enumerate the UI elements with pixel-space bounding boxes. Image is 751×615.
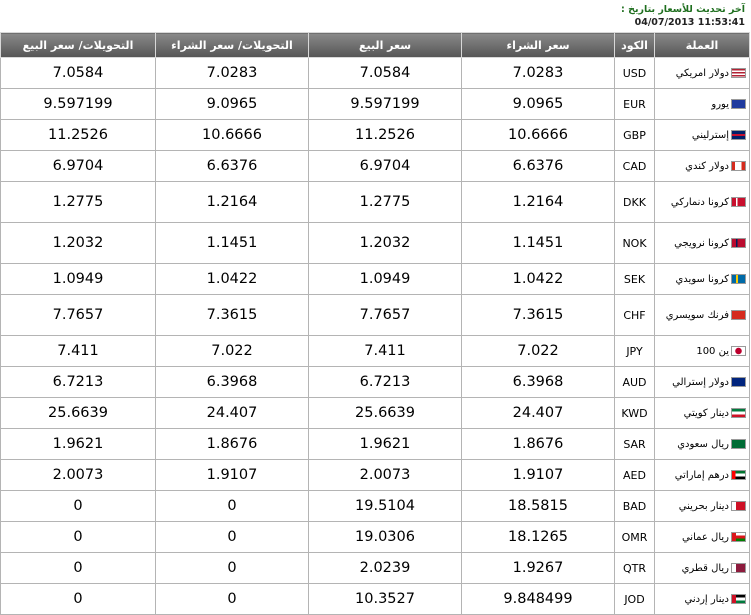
buy-rate: 1.0422 (462, 264, 615, 295)
currency-name: دينار بحريني (678, 500, 729, 512)
sell-rate: 19.5104 (309, 491, 462, 522)
kuwait-flag-icon (731, 408, 746, 418)
norway-flag-icon (731, 238, 746, 248)
currency-code: JOD (615, 584, 655, 615)
currency-cell (655, 120, 750, 151)
header-code: الكود (615, 33, 655, 58)
currency-name: درهم إماراتي (674, 469, 729, 481)
transfer-sell-rate: 2.0073 (1, 460, 156, 491)
buy-rate: 7.0283 (462, 58, 615, 89)
table-header-row (1, 33, 750, 58)
currency-cell (655, 89, 750, 120)
currency-code: DKK (615, 182, 655, 223)
currency-code: CAD (615, 151, 655, 182)
transfer-sell-rate: 7.411 (1, 336, 156, 367)
last-update-banner (5, 3, 745, 29)
transfer-buy-rate: 9.0965 (156, 89, 309, 120)
currency-name: إسترليني (691, 129, 729, 141)
currency-code: GBP (615, 120, 655, 151)
currency-cell (655, 182, 750, 223)
transfer-buy-rate: 1.0422 (156, 264, 309, 295)
buy-rate: 6.3968 (462, 367, 615, 398)
currency-cell (655, 264, 750, 295)
transfer-buy-rate: 1.1451 (156, 223, 309, 264)
last-update-timestamp: 11:53:41 04/07/2013 (634, 17, 745, 28)
transfer-sell-rate: 0 (1, 491, 156, 522)
currency-cell (655, 584, 750, 615)
denmark-flag-icon (731, 197, 746, 207)
currency-name: دولار إسترالي (672, 376, 729, 388)
sell-rate: 7.7657 (309, 295, 462, 336)
transfer-sell-rate: 1.0949 (1, 264, 156, 295)
currency-cell (655, 223, 750, 264)
sell-rate: 1.2032 (309, 223, 462, 264)
sell-rate: 7.0584 (309, 58, 462, 89)
sell-rate: 1.9621 (309, 429, 462, 460)
currency-code: JPY (615, 336, 655, 367)
header-currency: العملة (655, 33, 750, 58)
last-update-label: آخر تحديث للأسعار بتاريخ : (621, 4, 745, 15)
currency-name: دولار امريكي (675, 67, 729, 79)
sell-rate: 6.9704 (309, 151, 462, 182)
transfer-buy-rate: 0 (156, 584, 309, 615)
transfer-buy-rate: 7.0283 (156, 58, 309, 89)
table-row (1, 151, 750, 182)
table-row (1, 120, 750, 151)
bahrain-flag-icon (731, 501, 746, 511)
table-row (1, 584, 750, 615)
buy-rate: 9.0965 (462, 89, 615, 120)
table-row (1, 553, 750, 584)
transfer-sell-rate: 9.597199 (1, 89, 156, 120)
sell-rate: 11.2526 (309, 120, 462, 151)
sell-rate: 2.0073 (309, 460, 462, 491)
currency-name: دينار إردني (684, 593, 729, 605)
header-transfer-buy: التحويلات/ سعر الشراء (156, 33, 309, 58)
table-row (1, 336, 750, 367)
sell-rate: 9.597199 (309, 89, 462, 120)
currency-cell (655, 295, 750, 336)
table-row (1, 182, 750, 223)
sell-rate: 1.2775 (309, 182, 462, 223)
header-buy: سعر الشراء (462, 33, 615, 58)
sell-rate: 10.3527 (309, 584, 462, 615)
eu-flag-icon (731, 99, 746, 109)
currency-cell (655, 522, 750, 553)
header-sell: سعر البيع (309, 33, 462, 58)
currency-code: AED (615, 460, 655, 491)
buy-rate: 1.1451 (462, 223, 615, 264)
jordan-flag-icon (731, 594, 746, 604)
sell-rate: 1.0949 (309, 264, 462, 295)
australia-flag-icon (731, 377, 746, 387)
currency-cell (655, 336, 750, 367)
transfer-buy-rate: 6.6376 (156, 151, 309, 182)
transfer-sell-rate: 0 (1, 584, 156, 615)
buy-rate: 1.8676 (462, 429, 615, 460)
currency-name: ين 100 (696, 345, 729, 357)
currency-code: EUR (615, 89, 655, 120)
currency-name: ريال قطري (681, 562, 729, 574)
sell-rate: 25.6639 (309, 398, 462, 429)
currency-code: AUD (615, 367, 655, 398)
sell-rate: 6.7213 (309, 367, 462, 398)
currency-name: كرونا دنماركي (670, 196, 729, 208)
table-row (1, 295, 750, 336)
currency-code: KWD (615, 398, 655, 429)
exchange-rates-table (0, 32, 750, 615)
buy-rate: 24.407 (462, 398, 615, 429)
uk-flag-icon (731, 130, 746, 140)
buy-rate: 18.5815 (462, 491, 615, 522)
table-row (1, 398, 750, 429)
transfer-buy-rate: 7.022 (156, 336, 309, 367)
qatar-flag-icon (731, 563, 746, 573)
currency-code: USD (615, 58, 655, 89)
currency-cell (655, 553, 750, 584)
header-transfer-sell: التحويلات/ سعر البيع (1, 33, 156, 58)
currency-code: SAR (615, 429, 655, 460)
transfer-buy-rate: 10.6666 (156, 120, 309, 151)
currency-cell (655, 398, 750, 429)
currency-cell (655, 367, 750, 398)
transfer-buy-rate: 6.3968 (156, 367, 309, 398)
table-row (1, 522, 750, 553)
uae-flag-icon (731, 470, 746, 480)
currency-code: BAD (615, 491, 655, 522)
currency-name: كرونا سويدي (675, 273, 729, 285)
transfer-sell-rate: 7.0584 (1, 58, 156, 89)
table-row (1, 223, 750, 264)
transfer-sell-rate: 6.9704 (1, 151, 156, 182)
currency-code: NOK (615, 223, 655, 264)
transfer-buy-rate: 1.2164 (156, 182, 309, 223)
japan-flag-icon (731, 346, 746, 356)
buy-rate: 6.6376 (462, 151, 615, 182)
currency-cell (655, 429, 750, 460)
transfer-sell-rate: 7.7657 (1, 295, 156, 336)
currency-code: CHF (615, 295, 655, 336)
table-row (1, 460, 750, 491)
transfer-buy-rate: 0 (156, 553, 309, 584)
transfer-sell-rate: 0 (1, 522, 156, 553)
currency-cell (655, 460, 750, 491)
currency-code: QTR (615, 553, 655, 584)
currency-name: يورو (711, 98, 729, 110)
sell-rate: 2.0239 (309, 553, 462, 584)
transfer-buy-rate: 24.407 (156, 398, 309, 429)
buy-rate: 7.022 (462, 336, 615, 367)
saudi-flag-icon (731, 439, 746, 449)
transfer-sell-rate: 0 (1, 553, 156, 584)
transfer-sell-rate: 1.2032 (1, 223, 156, 264)
currency-cell (655, 491, 750, 522)
sell-rate: 7.411 (309, 336, 462, 367)
switzerland-flag-icon (731, 310, 746, 320)
buy-rate: 1.9107 (462, 460, 615, 491)
sell-rate: 19.0306 (309, 522, 462, 553)
transfer-buy-rate: 7.3615 (156, 295, 309, 336)
transfer-sell-rate: 25.6639 (1, 398, 156, 429)
currency-name: فرنك سويسري (665, 309, 729, 321)
table-row (1, 491, 750, 522)
canada-flag-icon (731, 161, 746, 171)
currency-name: ريال عماني (681, 531, 729, 543)
transfer-sell-rate: 6.7213 (1, 367, 156, 398)
buy-rate: 1.2164 (462, 182, 615, 223)
buy-rate: 1.9267 (462, 553, 615, 584)
table-row (1, 89, 750, 120)
transfer-buy-rate: 1.8676 (156, 429, 309, 460)
transfer-buy-rate: 1.9107 (156, 460, 309, 491)
currency-code: SEK (615, 264, 655, 295)
currency-cell (655, 151, 750, 182)
buy-rate: 9.848499 (462, 584, 615, 615)
currency-name: دولار كندي (685, 160, 729, 172)
transfer-sell-rate: 11.2526 (1, 120, 156, 151)
us-flag-icon (731, 68, 746, 78)
transfer-buy-rate: 0 (156, 522, 309, 553)
transfer-buy-rate: 0 (156, 491, 309, 522)
currency-name: ريال سعودي (677, 438, 729, 450)
buy-rate: 18.1265 (462, 522, 615, 553)
currency-name: كرونا نرويجي (674, 237, 729, 249)
buy-rate: 10.6666 (462, 120, 615, 151)
table-row (1, 429, 750, 460)
currency-name: دينار كويتي (683, 407, 729, 419)
table-row (1, 58, 750, 89)
sweden-flag-icon (731, 274, 746, 284)
transfer-sell-rate: 1.2775 (1, 182, 156, 223)
table-row (1, 264, 750, 295)
currency-cell (655, 58, 750, 89)
currency-code: OMR (615, 522, 655, 553)
table-row (1, 367, 750, 398)
buy-rate: 7.3615 (462, 295, 615, 336)
table-body (1, 58, 750, 615)
transfer-sell-rate: 1.9621 (1, 429, 156, 460)
oman-flag-icon (731, 532, 746, 542)
